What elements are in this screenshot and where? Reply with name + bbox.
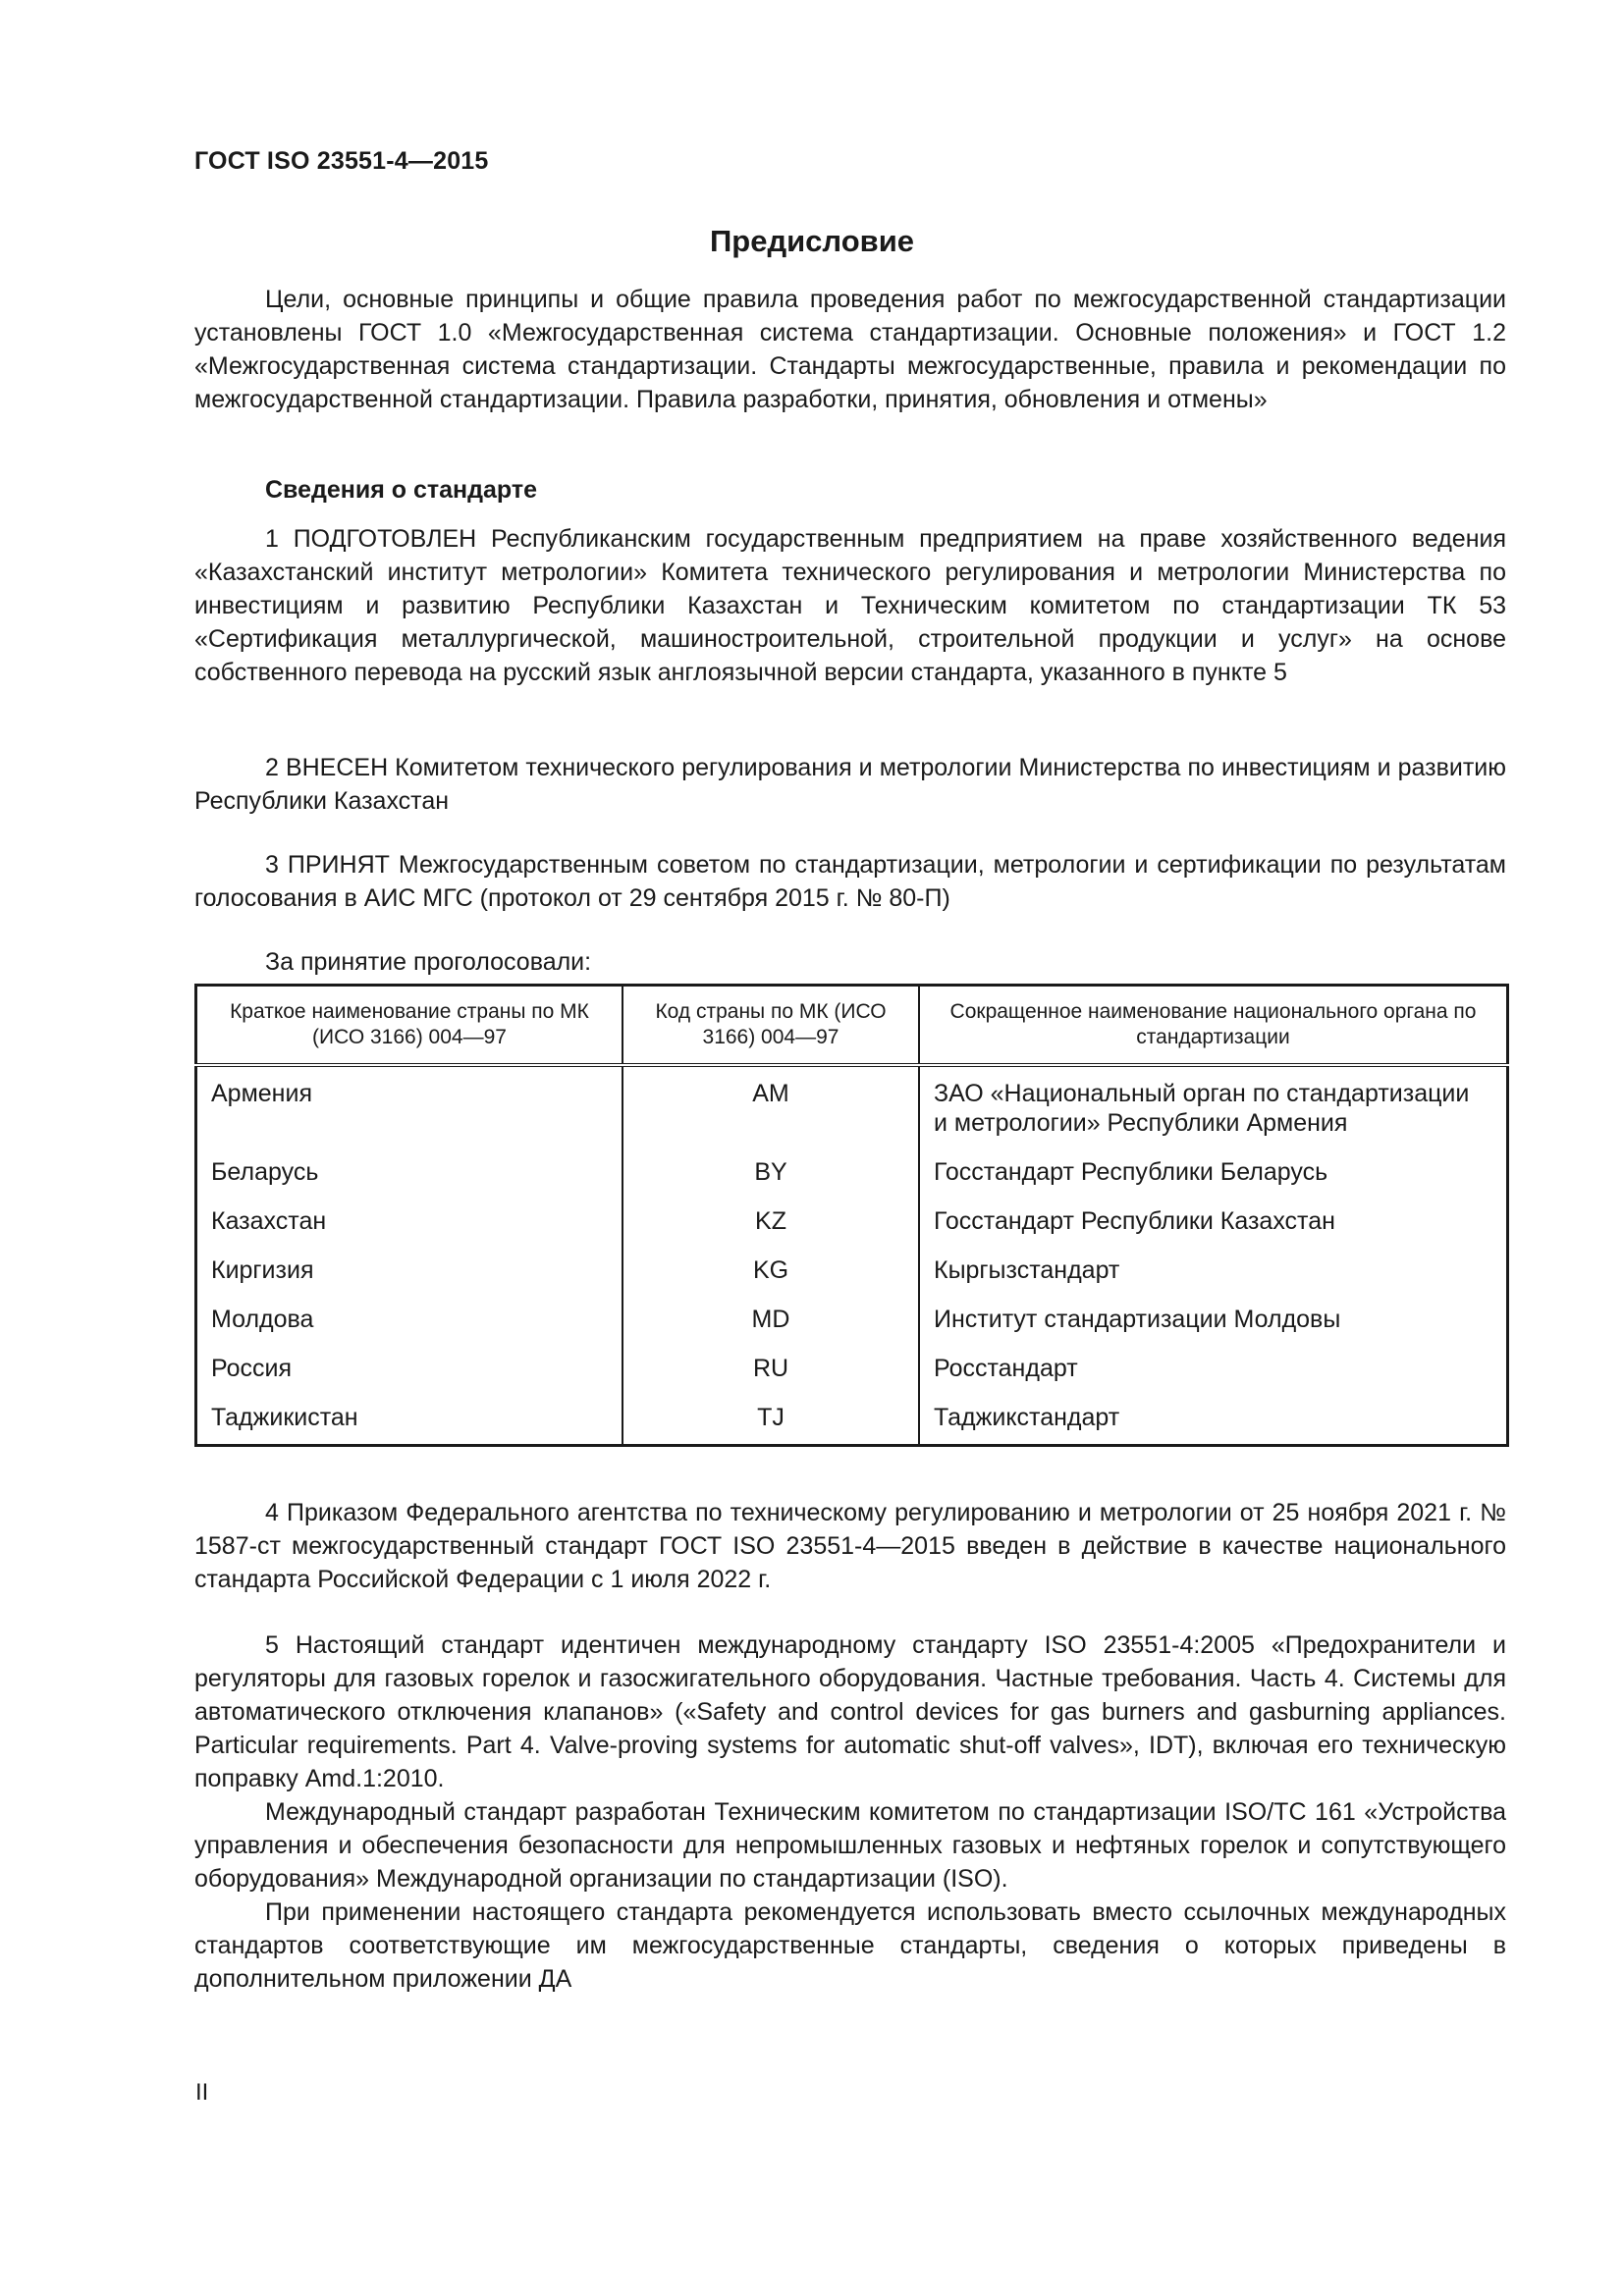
- country-cell: Казахстан: [196, 1202, 623, 1252]
- table-row: [196, 1153, 1508, 1202]
- info-item-1: 1 ПОДГОТОВЛЕН Республиканским государственным предприятием на праве хозяйственного ведения «Казахстанский институт метрологии» Комитета технического регулирования и метрологии Министерства по инвестициям и развитию Республики Казахстан и Техническим комитетом по стандартизации ТК 53 «Сертификация металлургической, машиностроительной, строительной продукции и услуг» на основе собственного перевода на русский язык англоязычной версии стандарта, указанного в пункте 5: [194, 525, 1506, 686]
- code-cell: TJ: [623, 1399, 919, 1446]
- item-4-block: [194, 1496, 1506, 1596]
- country-cell: Россия: [196, 1350, 623, 1399]
- code-cell: KZ: [623, 1202, 919, 1252]
- national-body-line: ЗАО «Национальный орган по стандартизации: [934, 1080, 1470, 1107]
- voting-countries-table: [194, 984, 1509, 1447]
- country-cell: Армения: [196, 1065, 623, 1153]
- intro-section: [194, 283, 1506, 416]
- table-row: [196, 1202, 1508, 1252]
- info-item-3: 3 ПРИНЯТ Межгосударственным советом по стандартизации, метрологии и сертификации по результатам голосования в АИС МГС (протокол от 29 сентября 2015 г. № 80-П): [194, 851, 1506, 912]
- column-header-national-body: Сокращенное наименование национального органа по стандартизации: [919, 986, 1508, 1066]
- country-cell: Молдова: [196, 1301, 623, 1350]
- info-item-5-committee: Международный стандарт разработан Техническим комитетом по стандартизации ISO/TC 161 «Устройства управления и обеспечения безопасности для непромышленных газовых и нефтяных горелок и сопутствующего оборудования» Международной организации по стандартизации (ISO).: [194, 1798, 1506, 1893]
- intro-paragraph: Цели, основные принципы и общие правила проведения работ по межгосударственной стандартизации установлены ГОСТ 1.0 «Межгосударственная система стандартизации. Основные положения» и ГОСТ 1.2 «Межгосударственная система стандартизации. Стандарты межгосударственные, правила и рекомендации по межгосударственной стандартизации. Правила разработки, принятия, обновления и отмены»: [194, 286, 1506, 413]
- item-1-block: [194, 522, 1506, 689]
- national-body-cell: Таджикстандарт: [934, 1404, 1120, 1431]
- code-cell: BY: [623, 1153, 919, 1202]
- code-cell: RU: [623, 1350, 919, 1399]
- national-body-cell: [919, 1065, 1508, 1153]
- standard-info-heading-block: [194, 473, 1506, 507]
- vote-label-block: [194, 945, 1506, 979]
- vote-table-label: За принятие проголосовали:: [265, 948, 592, 976]
- item-5-block: [194, 1629, 1506, 1996]
- table-row: [196, 1350, 1508, 1399]
- country-cell: Киргизия: [196, 1252, 623, 1301]
- table-row: [196, 1065, 1508, 1153]
- national-body-cell: Институт стандартизации Молдовы: [934, 1306, 1341, 1333]
- section-heading: Сведения о стандарте: [265, 476, 538, 504]
- column-header-country: Краткое наименование страны по МК (ИСО 3166) 004—97: [196, 986, 623, 1066]
- table-row: [196, 1399, 1508, 1446]
- info-item-2: 2 ВНЕСЕН Комитетом технического регулирования и метрологии Министерства по инвестициям и развитию Республики Казахстан: [194, 754, 1506, 815]
- item-2-block: [194, 751, 1506, 818]
- table-header-row: [196, 986, 1508, 1066]
- info-item-4: 4 Приказом Федерального агентства по техническому регулированию и метрологии от 25 ноября 2021 г. № 1587-ст межгосударственный стандарт ГОСТ ISO 23551-4—2015 введен в действие в качестве национального стандарта Российской Федерации с 1 июля 2022 г.: [194, 1499, 1506, 1593]
- table-row: [196, 1252, 1508, 1301]
- national-body-cell: Росстандарт: [934, 1355, 1078, 1382]
- national-body-cell: Госстандарт Республики Беларусь: [934, 1158, 1328, 1186]
- national-body-cell: Кыргызстандарт: [934, 1256, 1120, 1284]
- national-body-line: и метрологии» Республики Армения: [934, 1109, 1348, 1137]
- info-item-5: 5 Настоящий стандарт идентичен международному стандарту ISO 23551-4:2005 «Предохранители и регуляторы для газовых горелок и газосжигательного оборудования. Частные требования. Часть 4. Системы для автоматического отключения клапанов» («Safety and control devices for gas burners and gasburning appliances. Particular requirements. Part 4. Valve-proving systems for automatic shut-off valves», IDT), включая его техническую поправку Amd.1:2010.: [194, 1631, 1506, 1792]
- page-title: Предисловие: [709, 224, 914, 258]
- item-3-block: [194, 848, 1506, 915]
- country-cell: Беларусь: [196, 1153, 623, 1202]
- country-cell: Таджикистан: [196, 1399, 623, 1446]
- info-item-5-application-note: При применении настоящего стандарта рекомендуется использовать вместо ссылочных международных стандартов соответствующие им межгосударственные стандарты, сведения о которых приведены в дополнительном приложении ДА: [194, 1898, 1506, 1993]
- page-number: II: [195, 2079, 209, 2106]
- document-code-header: ГОСТ ISO 23551-4—2015: [194, 147, 489, 175]
- code-cell: MD: [623, 1301, 919, 1350]
- code-cell: AM: [623, 1065, 919, 1153]
- table-row: [196, 1301, 1508, 1350]
- column-header-code: Код страны по МК (ИСО 3166) 004—97: [623, 986, 919, 1066]
- code-cell: KG: [623, 1252, 919, 1301]
- national-body-cell: Госстандарт Республики Казахстан: [934, 1207, 1335, 1235]
